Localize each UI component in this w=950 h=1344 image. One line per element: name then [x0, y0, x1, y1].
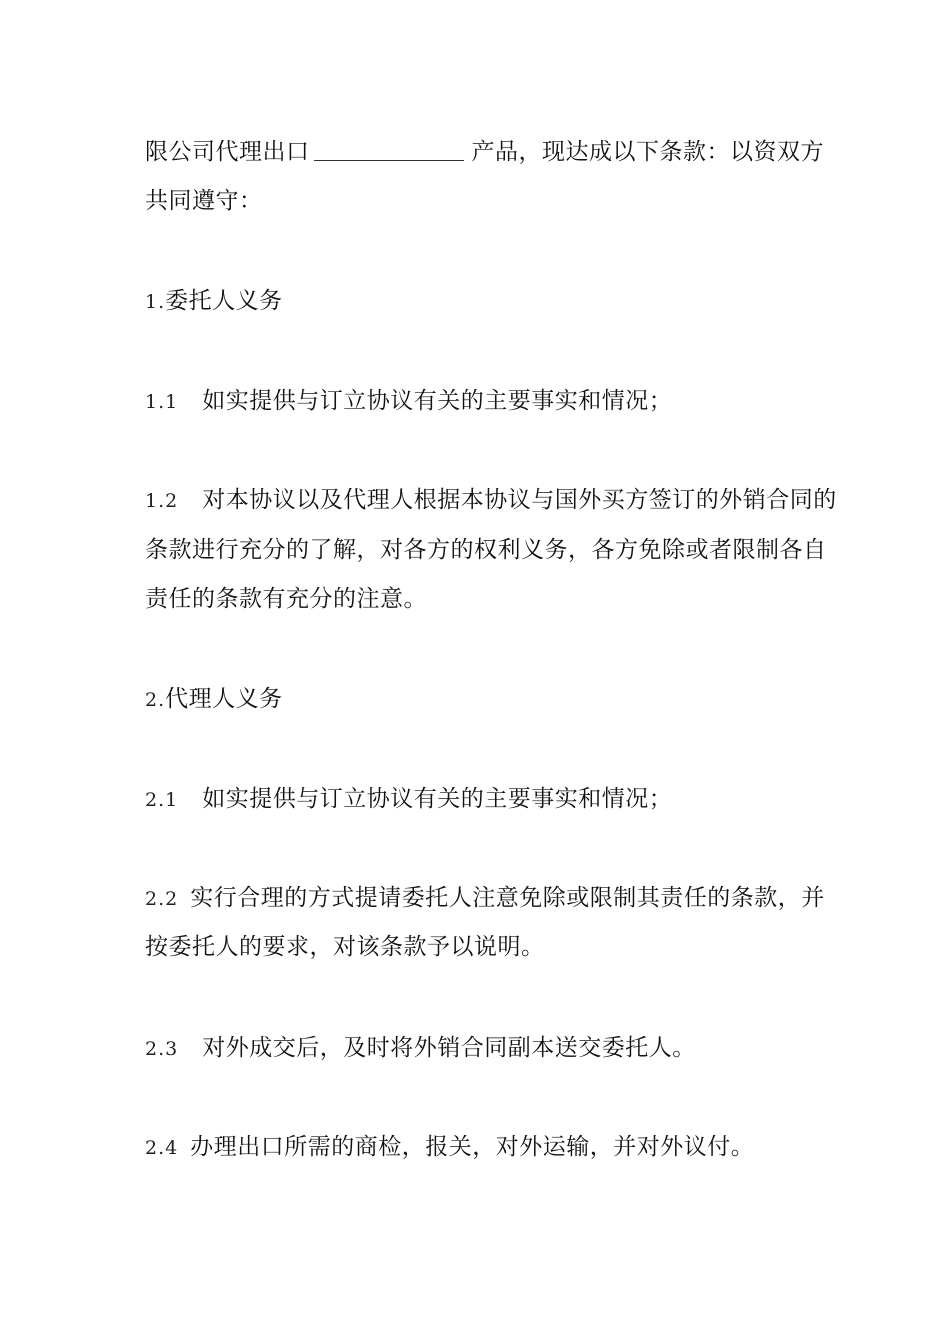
- clause-2-1-text: 如实提供与订立协议有关的主要事实和情况；: [202, 786, 673, 812]
- section-2-number: 2.: [145, 689, 166, 711]
- clause-1-2-line-2: 条款进行充分的了解，对各方的权利义务，各方免除或者限制各自: [145, 537, 827, 563]
- product-blank-field: [314, 138, 464, 161]
- section-1-number: 1.: [145, 291, 166, 313]
- section-2-heading: [145, 684, 810, 715]
- clause-1-2-text-1: 对本协议以及代理人根据本协议与国外买方签订的外销合同的: [202, 487, 837, 513]
- clause-2-2-line-1: [145, 883, 825, 914]
- clause-2-2-number: 2.2: [145, 888, 179, 910]
- section-1-heading: [145, 286, 810, 317]
- section-2-title: 代理人义务: [165, 686, 283, 712]
- clause-1-1: [145, 386, 810, 417]
- clause-1-2-number: 1.2: [145, 490, 179, 512]
- section-1-title: 委托人义务: [165, 288, 283, 314]
- clause-2-4-text: 办理出口所需的商检，报关，对外运输，并对外议付。: [190, 1134, 755, 1160]
- clause-2-1: [145, 784, 810, 815]
- intro-text-before-blank: 限公司代理出口: [145, 139, 310, 165]
- clause-1-2-line-3: 责任的条款有充分的注意。: [145, 586, 427, 612]
- clause-1-2-line-1: [145, 485, 837, 516]
- clause-2-3-number: 2.3: [145, 1038, 179, 1060]
- clause-2-3-text: 对外成交后，及时将外销合同副本送交委托人。: [202, 1035, 696, 1061]
- clause-2-2-line-2: 按委托人的要求，对该条款予以说明。: [145, 934, 545, 960]
- clause-2-1-number: 2.1: [145, 789, 179, 811]
- clause-2-3: [145, 1033, 810, 1064]
- clause-1-1-text: 如实提供与订立协议有关的主要事实和情况；: [202, 388, 673, 414]
- intro-text-after-blank: 产品，现达成以下条款：以资双方: [471, 139, 824, 165]
- clause-1-1-number: 1.1: [145, 391, 179, 413]
- clause-2-4: [145, 1132, 810, 1163]
- clause-2-4-number: 2.4: [145, 1137, 179, 1159]
- clause-2-2-text-1: 实行合理的方式提请委托人注意免除或限制其责任的条款，并: [190, 885, 825, 911]
- intro-line-1: [145, 137, 824, 167]
- intro-line-2: 共同遵守：: [145, 188, 263, 214]
